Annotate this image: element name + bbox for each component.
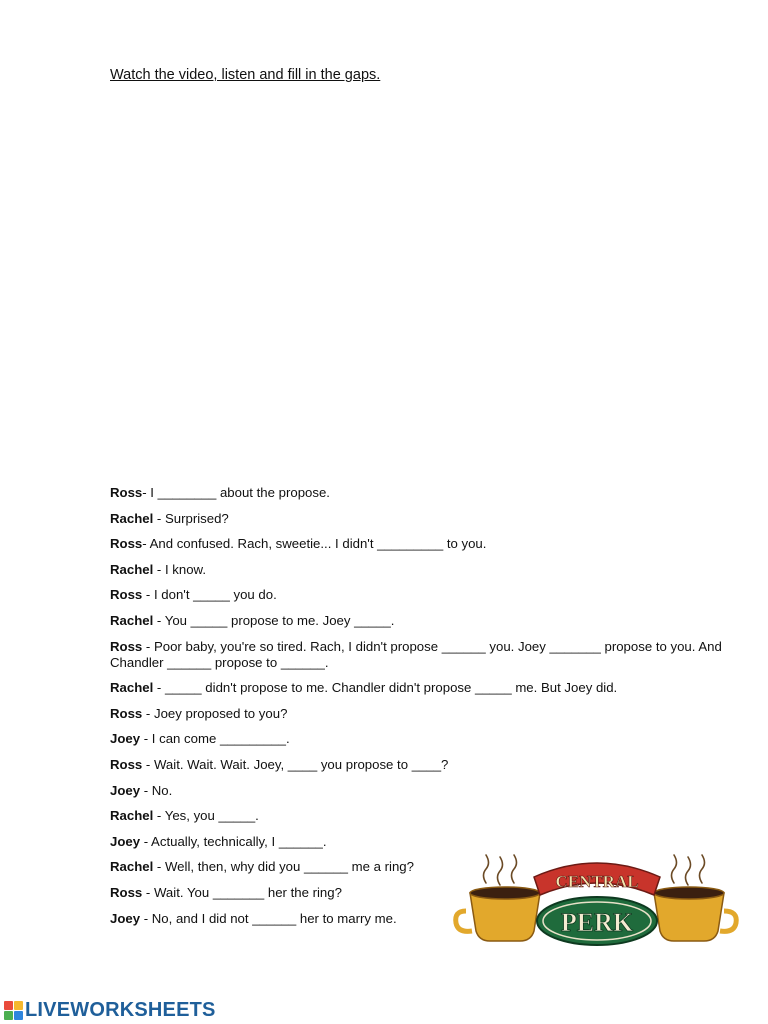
line-text: - Poor baby, you're so tired. Rach, I didn't propose ______ you. Joey _______ propose to you. And Chandler ______ propose to ______.: [110, 638, 722, 670]
instruction-heading: Watch the video, listen and fill in the gaps.: [110, 67, 381, 83]
dialogue-line: [110, 731, 750, 747]
dialogue-line: [110, 485, 750, 501]
speaker-name: Rachel: [110, 859, 154, 875]
speaker-name: Joey: [110, 731, 141, 747]
speaker-name: Rachel: [110, 561, 154, 577]
dialogue-line: [110, 808, 750, 824]
line-text: - Joey proposed to you?: [142, 705, 288, 721]
speaker-name: Ross: [110, 638, 143, 654]
speaker-name: Ross: [110, 705, 143, 721]
line-text: - Wait. You _______ her the ring?: [142, 884, 342, 900]
liveworksheets-icon: [4, 1001, 23, 1020]
line-text: - I can come _________.: [140, 731, 290, 747]
speaker-name: Ross: [110, 756, 143, 772]
line-text: - No.: [140, 782, 173, 798]
dialogue-line: [110, 613, 750, 629]
line-text: - _____ didn't propose to me. Chandler didn't propose _____ me. But Joey did.: [153, 680, 618, 696]
dialogue-line: [110, 639, 750, 671]
dialogue-line: [110, 783, 750, 799]
line-text: - Surprised?: [153, 510, 229, 526]
central-perk-logo: [452, 845, 742, 955]
line-text: - Well, then, why did you ______ me a ring?: [153, 859, 414, 875]
logo-bottom-text: PERK: [560, 908, 634, 937]
logo-top-text: CENTRAL: [555, 872, 639, 891]
dialogue-line: [110, 511, 750, 527]
line-text: - I ________ about the propose.: [142, 485, 330, 500]
speaker-name: Ross: [110, 587, 143, 603]
steam-right-icon: [672, 855, 705, 885]
speaker-name: Joey: [110, 910, 141, 926]
speaker-name: Rachel: [110, 680, 154, 696]
dialogue-line: [110, 536, 750, 552]
line-text: - Yes, you _____.: [153, 808, 259, 824]
dialogue-line: [110, 680, 750, 696]
dialogue-line: [110, 757, 750, 773]
speaker-name: Joey: [110, 833, 141, 849]
speaker-name: Rachel: [110, 808, 154, 824]
line-text: - I know.: [153, 561, 207, 577]
steam-left-icon: [484, 855, 517, 885]
speaker-name: Joey: [110, 782, 141, 798]
line-text: - No, and I did not ______ her to marry me.: [140, 910, 397, 926]
dialogue-line: [110, 706, 750, 722]
line-text: - You _____ propose to me. Joey _____.: [153, 612, 395, 628]
footer-brand[interactable]: [4, 998, 216, 1022]
coffee-cup-right-icon: [654, 887, 736, 941]
dialogue-line: [110, 587, 750, 603]
line-text: - Actually, technically, I ______.: [140, 833, 327, 849]
speaker-name: Ross: [110, 485, 143, 500]
coffee-cup-left-icon: [456, 887, 540, 941]
speaker-name: Rachel: [110, 612, 154, 628]
line-text: - I don't _____ you do.: [142, 587, 277, 603]
dialogue-line: [110, 562, 750, 578]
speaker-name: Rachel: [110, 510, 154, 526]
speaker-name: Ross: [110, 884, 143, 900]
line-text: - Wait. Wait. Wait. Joey, ____ you propose to ____?: [142, 756, 449, 772]
brand-text: LIVEWORKSHEETS: [25, 998, 216, 1021]
speaker-name: Ross: [110, 536, 143, 552]
line-text: - And confused. Rach, sweetie... I didn't _________ to you.: [142, 536, 487, 552]
